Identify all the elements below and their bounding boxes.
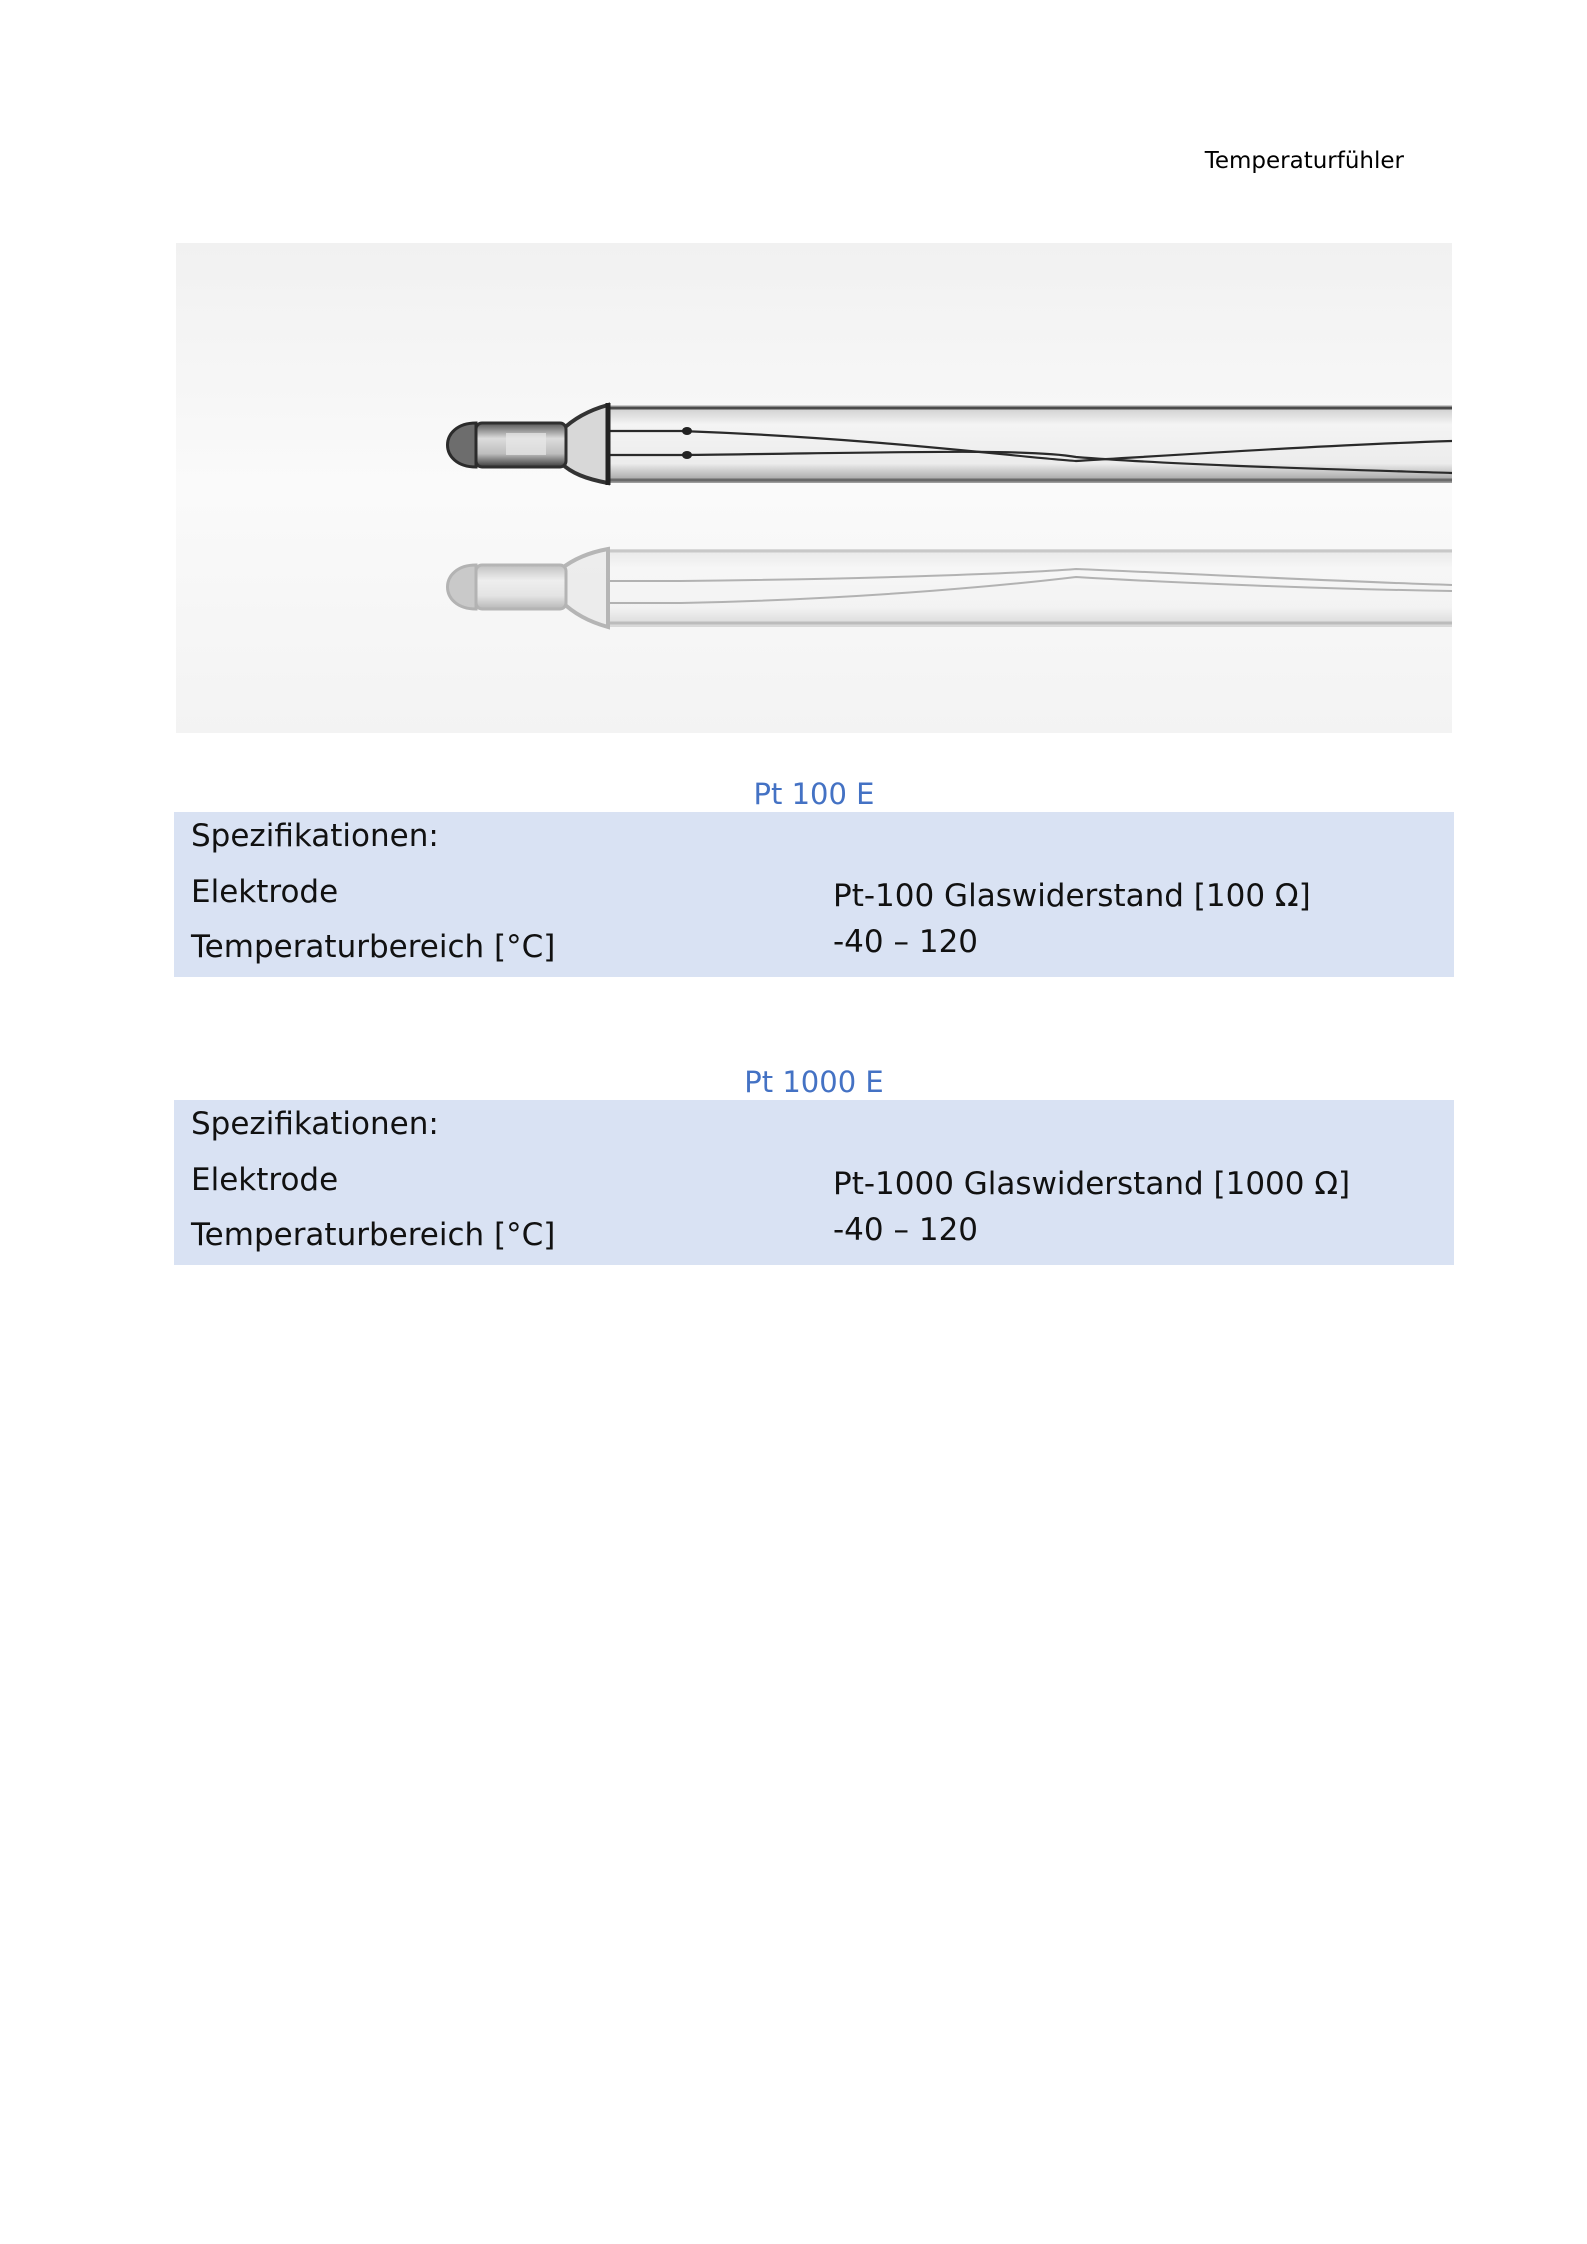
- spec-section-pt100: [174, 776, 1454, 977]
- spec-heading: Spezifikationen:: [191, 818, 439, 854]
- spec-section-pt1000: [174, 1064, 1454, 1265]
- spec-label: Elektrode: [191, 874, 339, 910]
- spec-row-temperature-range: [191, 1212, 1454, 1255]
- spec-row-electrode: [191, 872, 1454, 912]
- spec-row-electrode: [191, 1160, 1454, 1200]
- spec-row-temperature-range: [191, 924, 1454, 967]
- spec-label: Temperaturbereich [°C]: [191, 929, 556, 965]
- spec-heading: Spezifikationen:: [191, 1106, 439, 1142]
- spec-table: [174, 812, 1454, 977]
- glass-temperature-probe-icon: [176, 243, 1452, 733]
- spec-table: [174, 1100, 1454, 1265]
- spec-value: -40 – 120: [833, 924, 979, 960]
- spec-value: -40 – 120: [833, 1212, 979, 1248]
- spec-value: Pt-1000 Glaswiderstand [1000 Ω]: [833, 1166, 1351, 1202]
- section-title: Pt 100 E: [753, 777, 875, 811]
- section-title: Pt 1000 E: [744, 1065, 884, 1099]
- page-header-title: Temperaturfühler: [1204, 148, 1404, 174]
- spec-label: Elektrode: [191, 1162, 339, 1198]
- spec-value: Pt-100 Glaswiderstand [100 Ω]: [833, 878, 1311, 914]
- spec-label: Temperaturbereich [°C]: [191, 1217, 556, 1253]
